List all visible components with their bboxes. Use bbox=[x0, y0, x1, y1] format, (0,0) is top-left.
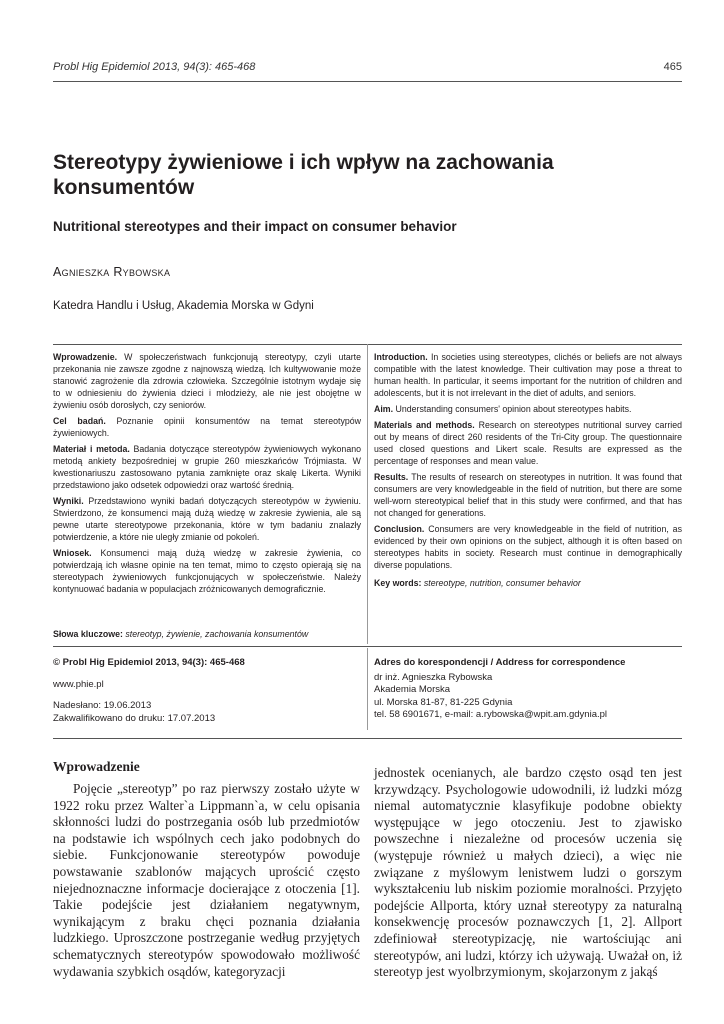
section-heading: Wprowadzenie bbox=[53, 759, 140, 774]
abstract-pl-aim: Cel badań. Poznanie opinii konsumentów na temat stereotypów żywieniowych. bbox=[53, 416, 361, 438]
correspondence-block bbox=[374, 657, 684, 722]
abstract-en-aim: Aim. Understanding consumers' opinion about stereotypes habits. bbox=[374, 404, 632, 414]
correspondence-contact: tel. 58 6901671, e-mail: a.rybowska@wpit.am.gdynia.pl bbox=[374, 709, 608, 720]
body-paragraph-continued: jednostek ocenianych, ale bardzo często osąd ten jest krzywdzący. Psychologowie udowodnili, iż ludzki mózg niemal automatycznie klasyfikuje podobne obiekty występujące w jego otoczeniu. Jest to zjawisko powszechne i niezależne od procesów uczenia się (występuje również u małych dzieci), a więc nie związane z myślowym lenistwem ludzi o gorszym wykształceniu lub niskim poziomie moralności. Przyjęto podejście Allporta, który uznał stereotypy za naturalną konsekwencję procesów poznawczych [1, 2]. Allport zdefiniował stereotypizację, nie wartościując ani stereotypów, ani ludzi, którzy ich używają. Uważał on, iż stereotyp jest wyolbrzymionym, skojarzonym z jakąś bbox=[374, 765, 682, 980]
citation: © Probl Hig Epidemiol 2013, 94(3): 465-468 bbox=[53, 657, 245, 668]
correspondence-heading: Adres do korespondencji / Address for correspondence bbox=[374, 657, 626, 668]
article-subtitle: Nutritional stereotypes and their impact on consumer behavior bbox=[53, 219, 457, 234]
abstract-en-intro: Introduction. In societies using stereotypes, clichés or beliefs are not always compatible with the latest knowledge. Their cultivation may pose a threat to human health. In particular, it seems important for the nutrition of children and adolescents, but it is not irrelevant in the diet of adults, and seniors. bbox=[374, 352, 682, 398]
header-rule bbox=[53, 81, 682, 82]
meta-bottom-rule bbox=[53, 738, 682, 739]
citation-block bbox=[53, 657, 353, 725]
abstract-en-results: Results. The results of research on stereotypes in nutrition. It was found that consumers are very knowledgeable in the field of nutrition, but there are some well-worn stereotypical belief that in this study were confirmed, and that has not changed for generations. bbox=[374, 472, 682, 518]
correspondence-address: ul. Morska 81-87, 81-225 Gdynia bbox=[374, 696, 513, 708]
body-paragraph: Pojęcie „stereotyp” po raz pierwszy zostało użyte w 1922 roku przez Walter`a Lippmann`a, w celu opisania skłonności ludzi do postrzegania osób lub przedmiotów na podstawie ich wspólnych cech jako podobnych do siebie. Funkcjonowanie stereotypów powoduje powstawanie szablonów mających uprościć często niejednoznaczne informacje docierające z otoczenia [1]. Takie podejście jest działaniem negatywnym, wynikającym z braku chęci poznania działania ludzkiego. Uproszczone postrzeganie według przyjętych schematycznych stereotypów spowodowało możliwość wydawania szybkich osądów, kategoryzacji bbox=[53, 781, 360, 979]
abstract-column-divider bbox=[367, 344, 368, 644]
article-title: Stereotypy żywieniowe i ich wpływ na zachowania konsumentów bbox=[53, 151, 554, 199]
abstract-pl-intro: Wprowadzenie. W społeczeństwach funkcjonują stereotypy, czyli utarte przekonania nie zawsze zgodne z najnowszą wiedzą. Ich kultywowanie może stanowić zagrożenie dla zdrowia człowieka. Szczególnie istotnym wydaje się to w odniesieniu do żywienia dzieci i młodzieży, ale nie jest obojętne w żywieniu osób dorosłych, czy seniorów. bbox=[53, 352, 361, 410]
keywords-english: Key words: stereotype, nutrition, consumer behavior bbox=[374, 578, 581, 588]
body-column-left bbox=[53, 781, 360, 980]
meta-top-rule bbox=[53, 646, 682, 647]
page-number: 465 bbox=[663, 61, 682, 73]
abstract-pl-methods: Materiał i metoda. Badania dotyczące stereotypów żywieniowych wykonano metodą ankiety bezpośredniej w grupie 260 mieszkańców Trójmiasta. W kwestionariuszu zastosowano pytania zamknięte oraz skalę Likerta. Wyniki przedstawiono jako odsetek odpowiedzi oraz wartość średnią. bbox=[53, 444, 361, 490]
abstract-pl-results: Wyniki. Przedstawiono wyniki badań dotyczących stereotypów w żywieniu. Stwierdzono, że konsumenci mają dużą wiedzę w zakresie żywienia, ale są pewne utarte stereotypowe przekonania, które w tym badaniu znalazły potwierdzenie, a które nie uległy zmianie od pokoleń. bbox=[53, 496, 361, 542]
accepted-date: Zakwalifikowano do druku: 17.07.2013 bbox=[53, 712, 216, 724]
abstract-pl-conclusion: Wniosek. Konsumenci mają dużą wiedzę w zakresie żywienia, co potwierdzają ich własne opinie na ten temat, mimo to często opierają się na stereotypach żywieniowych funkcjonujących w społeczeństwie. Należy kontynuować badania w populacjach zróżnicowanych demograficznie. bbox=[53, 548, 361, 594]
abstract-english bbox=[374, 351, 682, 593]
keywords-polish: Słowa kluczowe: stereotyp, żywienie, zachowania konsumentów bbox=[53, 629, 309, 639]
correspondence-institution: Akademia Morska bbox=[374, 684, 451, 695]
submitted-date: Nadesłano: 19.06.2013 bbox=[53, 700, 152, 711]
website-link[interactable]: www.phie.pl bbox=[53, 678, 104, 690]
abstract-en-methods: Materials and methods. Research on stereotypes nutritional survey carried out by means of direct 260 residents of the Tri-City group. The questionnaire used closed questions and Likert scale. Results are expressed as the percentage of responses and mean value. bbox=[374, 420, 682, 466]
author-affiliation: Katedra Handlu i Usług, Akademia Morska w Gdyni bbox=[53, 300, 314, 312]
author-name: Agnieszka Rybowska bbox=[53, 265, 171, 279]
abstract-polish bbox=[53, 351, 361, 599]
journal-reference: Probl Hig Epidemiol 2013, 94(3): 465-468 bbox=[53, 61, 256, 73]
body-column-right bbox=[374, 765, 682, 981]
meta-column-divider bbox=[367, 648, 368, 730]
correspondence-name: dr inż. Agnieszka Rybowska bbox=[374, 671, 493, 683]
abstract-en-conclusion: Conclusion. Consumers are very knowledgeable in the field of nutrition, as evidenced by their own opinions on the subject, although it is often based on stereotypes habits in society. Research must continue in demographically diverse populations. bbox=[374, 524, 682, 570]
